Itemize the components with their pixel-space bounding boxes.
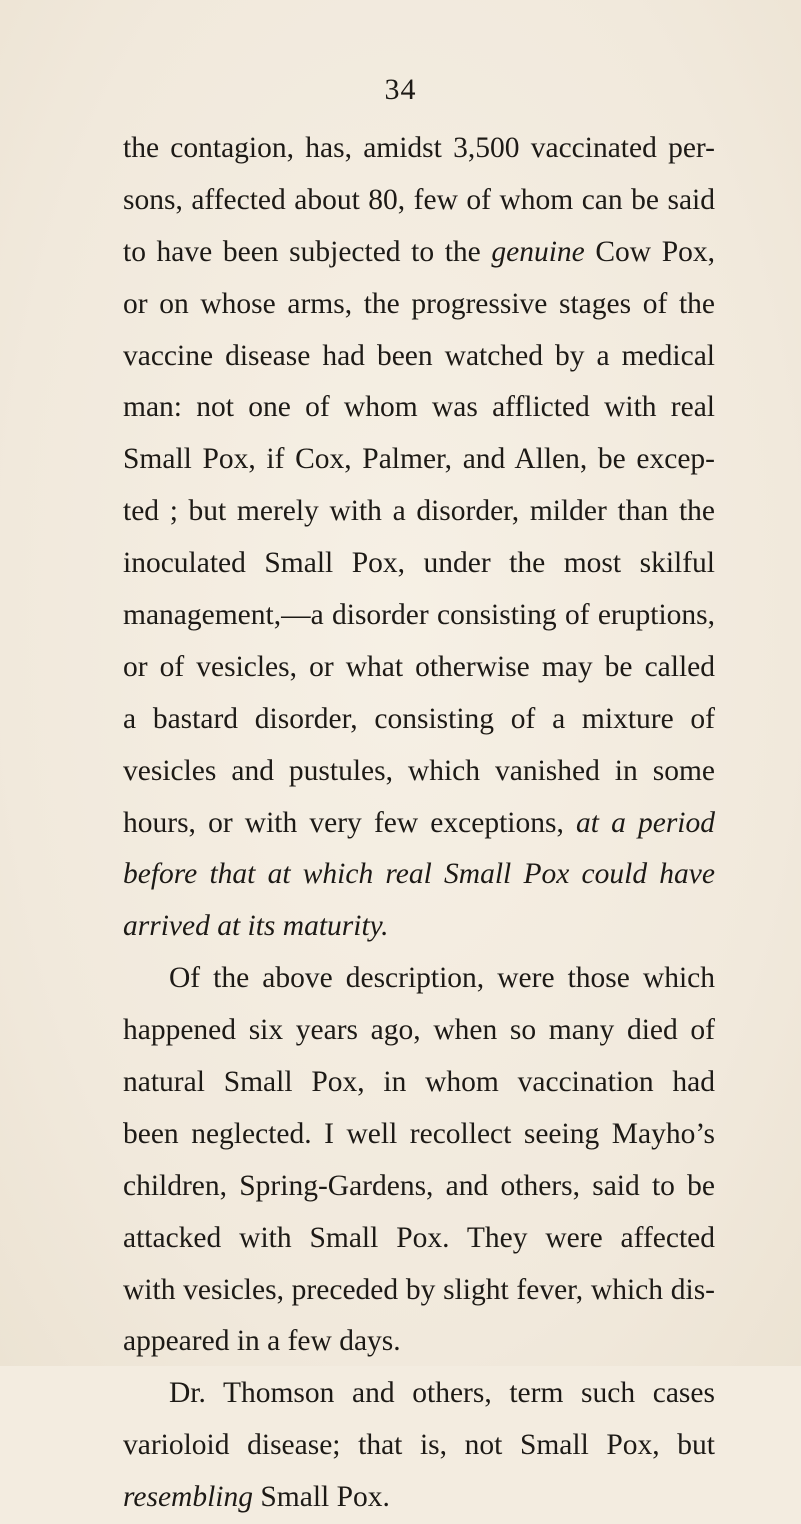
text-line (123, 486, 715, 538)
text-line (123, 1057, 715, 1109)
text-segment: a bastard disorder, consisting of a mixture of (123, 702, 715, 735)
text-segment: Of the above description, were those which (169, 962, 715, 995)
text-segment: children, Spring-Gardens, and others, said to be (123, 1169, 715, 1202)
text-line (123, 1368, 715, 1420)
italic-text: at a period (575, 806, 715, 839)
text-line (123, 227, 715, 279)
text-segment: man: not one of whom was afflicted with real (123, 391, 715, 424)
text-segment: been neglected. I well recollect seeing Mayho’s (123, 1117, 715, 1150)
text-segment: Small Pox. (253, 1481, 390, 1514)
text-segment: hours, or with very few exceptions, (123, 806, 576, 839)
text-line (123, 279, 715, 331)
text-line (123, 331, 715, 383)
italic-text: genuine (491, 235, 585, 268)
text-line (123, 901, 715, 953)
text-line (123, 538, 715, 590)
text-line (123, 746, 715, 798)
text-segment: Small Pox, if Cox, Palmer, and Allen, be excep- (123, 443, 715, 476)
text-segment: management,—a disorder consisting of eruptions, (123, 599, 715, 632)
text-line (123, 123, 715, 175)
text-segment: inoculated Small Pox, under the most skilful (123, 547, 715, 580)
text-line (123, 642, 715, 694)
text-segment: or of vesicles, or what otherwise may be called (123, 650, 715, 683)
italic-text: before that at which real Small Pox could have (123, 858, 715, 891)
text-line (123, 382, 715, 434)
text-line (123, 694, 715, 746)
text-segment: vesicles and pustules, which vanished in some (123, 754, 715, 787)
text-segment: natural Small Pox, in whom vaccination had (123, 1066, 715, 1099)
text-segment: with vesicles, preceded by slight fever, which dis- (123, 1273, 715, 1306)
text-line (123, 590, 715, 642)
text-line (123, 1265, 715, 1317)
text-line (123, 1005, 715, 1057)
text-segment: happened six years ago, when so many died of (123, 1014, 715, 1047)
text-line (123, 175, 715, 227)
body-text (123, 123, 715, 1524)
text-line (123, 1472, 715, 1524)
text-line (123, 1316, 715, 1368)
text-segment: appeared in a few days. (123, 1325, 401, 1358)
text-line (123, 849, 715, 901)
page-number: 34 (384, 73, 417, 106)
text-line (123, 1213, 715, 1265)
text-segment: ted ; but merely with a disorder, milder than the (123, 495, 715, 528)
text-line (123, 434, 715, 486)
text-line (123, 1161, 715, 1213)
text-line (123, 1420, 715, 1472)
italic-text: resembling (123, 1481, 253, 1514)
text-segment: the contagion, has, amidst 3,500 vaccinated per- (123, 132, 715, 164)
text-segment: vaccine disease had been watched by a medical (123, 339, 715, 372)
text-segment: Cow Pox, (584, 235, 715, 268)
italic-text: arrived at its maturity. (123, 910, 389, 943)
text-segment: to have been subjected to the (123, 235, 492, 268)
text-segment: or on whose arms, the progressive stages of the (123, 287, 715, 320)
text-segment: sons, affected about 80, few of whom can be said (123, 183, 715, 216)
text-segment: attacked with Small Pox. They were affected (123, 1221, 715, 1254)
text-line (123, 1109, 715, 1161)
text-segment: varioloid disease; that is, not Small Pox, but (123, 1429, 715, 1462)
text-line (123, 953, 715, 1005)
text-line (123, 798, 715, 850)
text-segment: Dr. Thomson and others, term such cases (169, 1377, 715, 1410)
